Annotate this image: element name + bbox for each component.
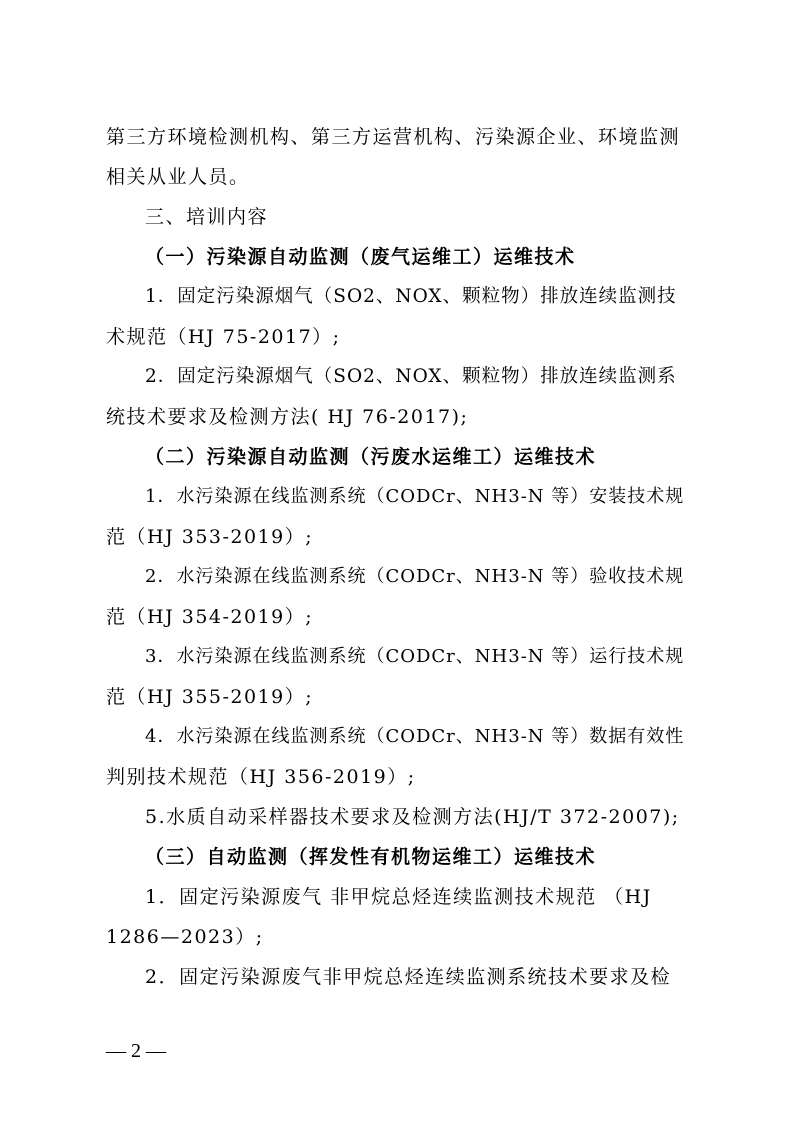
list-item: 5.水质自动采样器技术要求及检测方法(HJ/T 372-2007); — [145, 806, 680, 828]
list-item: 2．固定污染源废气非甲烷总烃连续监测系统技术要求及检 — [145, 966, 672, 988]
section-heading: 三、培训内容 — [145, 206, 269, 228]
subsection-heading: （二）污染源自动监测（污废水运维工）运维技术 — [145, 446, 597, 468]
list-item-continuation: 术规范（HJ 75-2017）; — [106, 326, 341, 348]
list-item-continuation: 判别技术规范（HJ 356-2019）; — [106, 766, 416, 788]
paragraph-line: 相关从业人员。 — [106, 166, 250, 188]
list-item: 1．固定污染源废气 非甲烷总烃连续监测技术规范 （HJ — [145, 886, 652, 908]
list-item-continuation: 范（HJ 353-2019）; — [106, 526, 314, 548]
list-item: 2．水污染源在线监测系统（CODCr、NH3-N 等）验收技术规 — [145, 566, 685, 587]
paragraph-line: 第三方环境检测机构、第三方运营机构、污染源企业、环境监测 — [106, 126, 681, 148]
list-item-continuation: 1286—2023）; — [106, 926, 264, 948]
page-number: — 2 — — [106, 1040, 166, 1062]
list-item: 1．固定污染源烟气（SO2、NOX、颗粒物）排放连续监测技 — [145, 286, 677, 307]
subsection-heading: （一）污染源自动监测（废气运维工）运维技术 — [145, 246, 576, 268]
list-item: 2．固定污染源烟气（SO2、NOX、颗粒物）排放连续监测系 — [145, 366, 677, 387]
list-item: 3．水污染源在线监测系统（CODCr、NH3-N 等）运行技术规 — [145, 646, 685, 667]
list-item-continuation: 统技术要求及检测方法( HJ 76-2017); — [106, 406, 469, 428]
list-item-continuation: 范（HJ 354-2019）; — [106, 606, 314, 628]
list-item: 1．水污染源在线监测系统（CODCr、NH3-N 等）安装技术规 — [145, 486, 685, 507]
subsection-heading: （三）自动监测（挥发性有机物运维工）运维技术 — [145, 846, 597, 868]
list-item-continuation: 范（HJ 355-2019）; — [106, 686, 314, 708]
list-item: 4．水污染源在线监测系统（CODCr、NH3-N 等）数据有效性 — [145, 726, 685, 747]
